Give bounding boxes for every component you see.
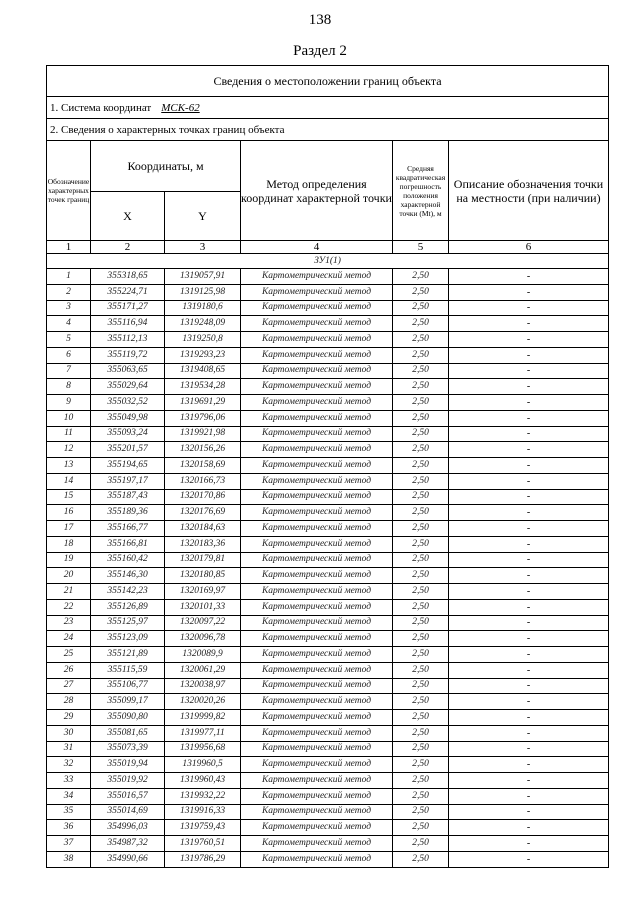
point-id-cell: 35: [47, 804, 91, 820]
x-cell: 354990,66: [91, 851, 165, 867]
y-cell: 1319999,82: [165, 710, 241, 726]
description-cell: -: [449, 568, 609, 584]
header-y: Y: [165, 192, 241, 241]
x-cell: 355166,81: [91, 536, 165, 552]
table-row: [47, 395, 609, 411]
x-cell: 355224,71: [91, 284, 165, 300]
point-id-cell: 10: [47, 410, 91, 426]
rms-cell: 2,50: [393, 536, 449, 552]
group-label: ЗУ1(1): [47, 254, 609, 269]
table-row: [47, 631, 609, 647]
x-cell: 355189,36: [91, 505, 165, 521]
description-cell: -: [449, 804, 609, 820]
description-cell: -: [449, 489, 609, 505]
table-row: [47, 678, 609, 694]
table-row: [47, 741, 609, 757]
y-cell: 1319534,28: [165, 379, 241, 395]
rms-cell: 2,50: [393, 426, 449, 442]
table-row: [47, 284, 609, 300]
table-row: [47, 426, 609, 442]
table-row: [47, 521, 609, 537]
x-cell: 355123,09: [91, 631, 165, 647]
coord-system-value: МСК-62: [161, 101, 200, 114]
x-cell: 355090,80: [91, 710, 165, 726]
coord-system-label: 1. Система координат: [50, 101, 152, 114]
point-id-cell: 21: [47, 584, 91, 600]
rms-cell: 2,50: [393, 584, 449, 600]
y-cell: 1320169,97: [165, 584, 241, 600]
x-cell: 355099,17: [91, 694, 165, 710]
x-cell: 355073,39: [91, 741, 165, 757]
method-cell: Картометрический метод: [241, 694, 393, 710]
point-id-cell: 18: [47, 536, 91, 552]
method-cell: Картометрический метод: [241, 505, 393, 521]
method-cell: Картометрический метод: [241, 458, 393, 474]
x-cell: 355142,23: [91, 584, 165, 600]
y-cell: 1320097,22: [165, 615, 241, 631]
x-cell: 355019,94: [91, 757, 165, 773]
rms-cell: 2,50: [393, 473, 449, 489]
x-cell: 355197,17: [91, 473, 165, 489]
y-cell: 1319408,65: [165, 363, 241, 379]
y-cell: 1320089,9: [165, 647, 241, 663]
y-cell: 1320156,26: [165, 442, 241, 458]
point-id-cell: 36: [47, 820, 91, 836]
description-cell: -: [449, 757, 609, 773]
y-cell: 1319760,51: [165, 836, 241, 852]
method-cell: Картометрический метод: [241, 410, 393, 426]
point-id-cell: 24: [47, 631, 91, 647]
point-id-cell: 9: [47, 395, 91, 411]
method-cell: Картометрический метод: [241, 725, 393, 741]
point-id-cell: 20: [47, 568, 91, 584]
method-cell: Картометрический метод: [241, 615, 393, 631]
method-cell: Картометрический метод: [241, 599, 393, 615]
description-cell: -: [449, 458, 609, 474]
method-cell: Картометрический метод: [241, 710, 393, 726]
description-cell: -: [449, 300, 609, 316]
x-cell: 355049,98: [91, 410, 165, 426]
description-cell: -: [449, 647, 609, 663]
y-cell: 1319293,23: [165, 347, 241, 363]
rms-cell: 2,50: [393, 300, 449, 316]
table-row: [47, 599, 609, 615]
description-cell: -: [449, 599, 609, 615]
point-id-cell: 25: [47, 647, 91, 663]
point-id-cell: 14: [47, 473, 91, 489]
method-cell: Картометрический метод: [241, 647, 393, 663]
table-row: [47, 379, 609, 395]
rms-cell: 2,50: [393, 458, 449, 474]
point-id-cell: 15: [47, 489, 91, 505]
point-id-cell: 30: [47, 725, 91, 741]
y-cell: 1319796,06: [165, 410, 241, 426]
x-cell: 355063,65: [91, 363, 165, 379]
y-cell: 1320170,86: [165, 489, 241, 505]
y-cell: 1319125,98: [165, 284, 241, 300]
rms-cell: 2,50: [393, 678, 449, 694]
method-cell: Картометрический метод: [241, 773, 393, 789]
y-cell: 1319248,09: [165, 316, 241, 332]
x-cell: 355146,30: [91, 568, 165, 584]
y-cell: 1320020,26: [165, 694, 241, 710]
rms-cell: 2,50: [393, 757, 449, 773]
point-id-cell: 38: [47, 851, 91, 867]
x-cell: 355029,64: [91, 379, 165, 395]
table-row: [47, 269, 609, 285]
header-method: Метод определения координат характерной точки: [241, 141, 393, 241]
description-cell: -: [449, 820, 609, 836]
x-cell: 355112,13: [91, 332, 165, 348]
description-cell: -: [449, 410, 609, 426]
point-id-cell: 22: [47, 599, 91, 615]
description-cell: -: [449, 536, 609, 552]
method-cell: Картометрический метод: [241, 851, 393, 867]
table-row: [47, 489, 609, 505]
description-cell: -: [449, 631, 609, 647]
point-id-cell: 16: [47, 505, 91, 521]
method-cell: Картометрический метод: [241, 662, 393, 678]
table-row: [47, 347, 609, 363]
description-cell: -: [449, 379, 609, 395]
description-cell: -: [449, 269, 609, 285]
point-id-cell: 4: [47, 316, 91, 332]
rms-cell: 2,50: [393, 694, 449, 710]
method-cell: Картометрический метод: [241, 269, 393, 285]
y-cell: 1320179,81: [165, 552, 241, 568]
column-number: 5: [393, 241, 449, 254]
table-row: [47, 820, 609, 836]
x-cell: 355106,77: [91, 678, 165, 694]
method-cell: Картометрический метод: [241, 820, 393, 836]
x-cell: 355116,94: [91, 316, 165, 332]
x-cell: 354987,32: [91, 836, 165, 852]
method-cell: Картометрический метод: [241, 757, 393, 773]
rms-cell: 2,50: [393, 316, 449, 332]
table-row: [47, 410, 609, 426]
rms-cell: 2,50: [393, 284, 449, 300]
y-cell: 1319786,29: [165, 851, 241, 867]
header-coords: Координаты, м: [91, 141, 241, 192]
x-cell: 355019,92: [91, 773, 165, 789]
description-cell: -: [449, 741, 609, 757]
y-cell: 1320176,69: [165, 505, 241, 521]
point-id-cell: 2: [47, 284, 91, 300]
method-cell: Картометрический метод: [241, 284, 393, 300]
method-cell: Картометрический метод: [241, 300, 393, 316]
rms-cell: 2,50: [393, 363, 449, 379]
column-number: 4: [241, 241, 393, 254]
points-label: 2. Сведения о характерных точках границ объекта: [47, 119, 609, 141]
method-cell: Картометрический метод: [241, 678, 393, 694]
y-cell: 1320180,85: [165, 568, 241, 584]
rms-cell: 2,50: [393, 347, 449, 363]
description-cell: -: [449, 836, 609, 852]
description-cell: -: [449, 678, 609, 694]
method-cell: Картометрический метод: [241, 347, 393, 363]
table-row: [47, 568, 609, 584]
rms-cell: 2,50: [393, 489, 449, 505]
method-cell: Картометрический метод: [241, 584, 393, 600]
column-number: 3: [165, 241, 241, 254]
header-point-id: Обозначение характерных точек границ: [47, 141, 91, 241]
rms-cell: 2,50: [393, 804, 449, 820]
y-cell: 1320158,69: [165, 458, 241, 474]
description-cell: -: [449, 851, 609, 867]
point-id-cell: 33: [47, 773, 91, 789]
point-id-cell: 29: [47, 710, 91, 726]
column-number: 2: [91, 241, 165, 254]
rms-cell: 2,50: [393, 332, 449, 348]
x-cell: 355119,72: [91, 347, 165, 363]
point-id-cell: 28: [47, 694, 91, 710]
rms-cell: 2,50: [393, 599, 449, 615]
table-row: [47, 851, 609, 867]
y-cell: 1319960,43: [165, 773, 241, 789]
y-cell: 1320166,73: [165, 473, 241, 489]
rms-cell: 2,50: [393, 662, 449, 678]
rms-cell: 2,50: [393, 725, 449, 741]
y-cell: 1319956,68: [165, 741, 241, 757]
y-cell: 1319977,11: [165, 725, 241, 741]
y-cell: 1319932,22: [165, 788, 241, 804]
x-cell: 355166,77: [91, 521, 165, 537]
x-cell: 355160,42: [91, 552, 165, 568]
method-cell: Картометрический метод: [241, 395, 393, 411]
x-cell: 355032,52: [91, 395, 165, 411]
y-cell: 1319057,91: [165, 269, 241, 285]
point-id-cell: 17: [47, 521, 91, 537]
method-cell: Картометрический метод: [241, 316, 393, 332]
method-cell: Картометрический метод: [241, 489, 393, 505]
method-cell: Картометрический метод: [241, 426, 393, 442]
method-cell: Картометрический метод: [241, 521, 393, 537]
rms-cell: 2,50: [393, 836, 449, 852]
method-cell: Картометрический метод: [241, 473, 393, 489]
method-cell: Картометрический метод: [241, 741, 393, 757]
point-id-cell: 37: [47, 836, 91, 852]
method-cell: Картометрический метод: [241, 332, 393, 348]
table-row: [47, 363, 609, 379]
x-cell: 355121,89: [91, 647, 165, 663]
x-cell: 355014,69: [91, 804, 165, 820]
y-cell: 1319921,98: [165, 426, 241, 442]
description-cell: -: [449, 395, 609, 411]
description-cell: -: [449, 363, 609, 379]
point-id-cell: 13: [47, 458, 91, 474]
point-id-cell: 27: [47, 678, 91, 694]
x-cell: 355093,24: [91, 426, 165, 442]
coord-system-row: [47, 97, 609, 119]
y-cell: 1320101,33: [165, 599, 241, 615]
point-id-cell: 23: [47, 615, 91, 631]
y-cell: 1319960,5: [165, 757, 241, 773]
description-cell: -: [449, 710, 609, 726]
method-cell: Картометрический метод: [241, 552, 393, 568]
description-cell: -: [449, 473, 609, 489]
rms-cell: 2,50: [393, 269, 449, 285]
table-row: [47, 458, 609, 474]
y-cell: 1320061,29: [165, 662, 241, 678]
point-id-cell: 7: [47, 363, 91, 379]
y-cell: 1319691,29: [165, 395, 241, 411]
method-cell: Картометрический метод: [241, 536, 393, 552]
table-row: [47, 725, 609, 741]
x-cell: 355318,65: [91, 269, 165, 285]
section-title: Раздел 2: [293, 43, 347, 59]
method-cell: Картометрический метод: [241, 363, 393, 379]
rms-cell: 2,50: [393, 552, 449, 568]
point-id-cell: 34: [47, 788, 91, 804]
rms-cell: 2,50: [393, 505, 449, 521]
column-numbers-row: [47, 241, 609, 254]
table-row: [47, 710, 609, 726]
rms-cell: 2,50: [393, 851, 449, 867]
description-cell: -: [449, 426, 609, 442]
column-number: 1: [47, 241, 91, 254]
method-cell: Картометрический метод: [241, 804, 393, 820]
point-id-cell: 26: [47, 662, 91, 678]
rms-cell: 2,50: [393, 820, 449, 836]
description-cell: -: [449, 316, 609, 332]
point-id-cell: 11: [47, 426, 91, 442]
x-cell: 355125,97: [91, 615, 165, 631]
description-cell: -: [449, 284, 609, 300]
x-cell: 355126,89: [91, 599, 165, 615]
point-id-cell: 31: [47, 741, 91, 757]
method-cell: Картометрический метод: [241, 379, 393, 395]
description-cell: -: [449, 347, 609, 363]
rms-cell: 2,50: [393, 568, 449, 584]
x-cell: 354996,03: [91, 820, 165, 836]
header-x: X: [91, 192, 165, 241]
method-cell: Картометрический метод: [241, 568, 393, 584]
x-cell: 355194,65: [91, 458, 165, 474]
x-cell: 355115,59: [91, 662, 165, 678]
description-cell: -: [449, 521, 609, 537]
table-row: [47, 316, 609, 332]
rms-cell: 2,50: [393, 741, 449, 757]
rms-cell: 2,50: [393, 395, 449, 411]
description-cell: -: [449, 505, 609, 521]
y-cell: 1319180,6: [165, 300, 241, 316]
table-row: [47, 584, 609, 600]
description-cell: -: [449, 694, 609, 710]
rms-cell: 2,50: [393, 631, 449, 647]
table-row: [47, 505, 609, 521]
rms-cell: 2,50: [393, 788, 449, 804]
rms-cell: 2,50: [393, 410, 449, 426]
description-cell: -: [449, 788, 609, 804]
method-cell: Картометрический метод: [241, 788, 393, 804]
table-row: [47, 788, 609, 804]
rms-cell: 2,50: [393, 442, 449, 458]
method-cell: Картометрический метод: [241, 836, 393, 852]
description-cell: -: [449, 332, 609, 348]
x-cell: 355187,43: [91, 489, 165, 505]
y-cell: 1319250,8: [165, 332, 241, 348]
table-row: [47, 662, 609, 678]
x-cell: 355016,57: [91, 788, 165, 804]
y-cell: 1320096,78: [165, 631, 241, 647]
table-row: [47, 773, 609, 789]
table-row: [47, 473, 609, 489]
description-cell: -: [449, 584, 609, 600]
rms-cell: 2,50: [393, 615, 449, 631]
table-row: [47, 536, 609, 552]
description-cell: -: [449, 552, 609, 568]
x-cell: 355201,57: [91, 442, 165, 458]
description-cell: -: [449, 773, 609, 789]
y-cell: 1320038,97: [165, 678, 241, 694]
point-id-cell: 3: [47, 300, 91, 316]
table-title: Сведения о местоположении границ объекта: [47, 66, 609, 97]
point-id-cell: 32: [47, 757, 91, 773]
header-description: Описание обозначения точки на местности (при наличии): [449, 141, 609, 241]
table-row: [47, 757, 609, 773]
x-cell: 355081,65: [91, 725, 165, 741]
point-id-cell: 5: [47, 332, 91, 348]
point-id-cell: 6: [47, 347, 91, 363]
point-id-cell: 12: [47, 442, 91, 458]
y-cell: 1320183,36: [165, 536, 241, 552]
description-cell: -: [449, 662, 609, 678]
table-row: [47, 836, 609, 852]
rms-cell: 2,50: [393, 710, 449, 726]
description-cell: -: [449, 615, 609, 631]
point-id-cell: 1: [47, 269, 91, 285]
rms-cell: 2,50: [393, 647, 449, 663]
table-row: [47, 300, 609, 316]
x-cell: 355171,27: [91, 300, 165, 316]
point-id-cell: 19: [47, 552, 91, 568]
point-id-cell: 8: [47, 379, 91, 395]
method-cell: Картометрический метод: [241, 631, 393, 647]
table-row: [47, 694, 609, 710]
table-row: [47, 804, 609, 820]
method-cell: Картометрический метод: [241, 442, 393, 458]
table-row: [47, 552, 609, 568]
description-cell: -: [449, 725, 609, 741]
table-row: [47, 442, 609, 458]
table-row: [47, 332, 609, 348]
boundary-table: [46, 65, 609, 868]
rms-cell: 2,50: [393, 379, 449, 395]
rms-cell: 2,50: [393, 521, 449, 537]
table-row: [47, 615, 609, 631]
column-number: 6: [449, 241, 609, 254]
header-rms: Средняя квадратическая погрешность положения характерной точки (Mt), м: [393, 141, 449, 241]
y-cell: 1320184,63: [165, 521, 241, 537]
y-cell: 1319916,33: [165, 804, 241, 820]
page-number: 138: [308, 12, 332, 28]
rms-cell: 2,50: [393, 773, 449, 789]
table-row: [47, 647, 609, 663]
y-cell: 1319759,43: [165, 820, 241, 836]
description-cell: -: [449, 442, 609, 458]
